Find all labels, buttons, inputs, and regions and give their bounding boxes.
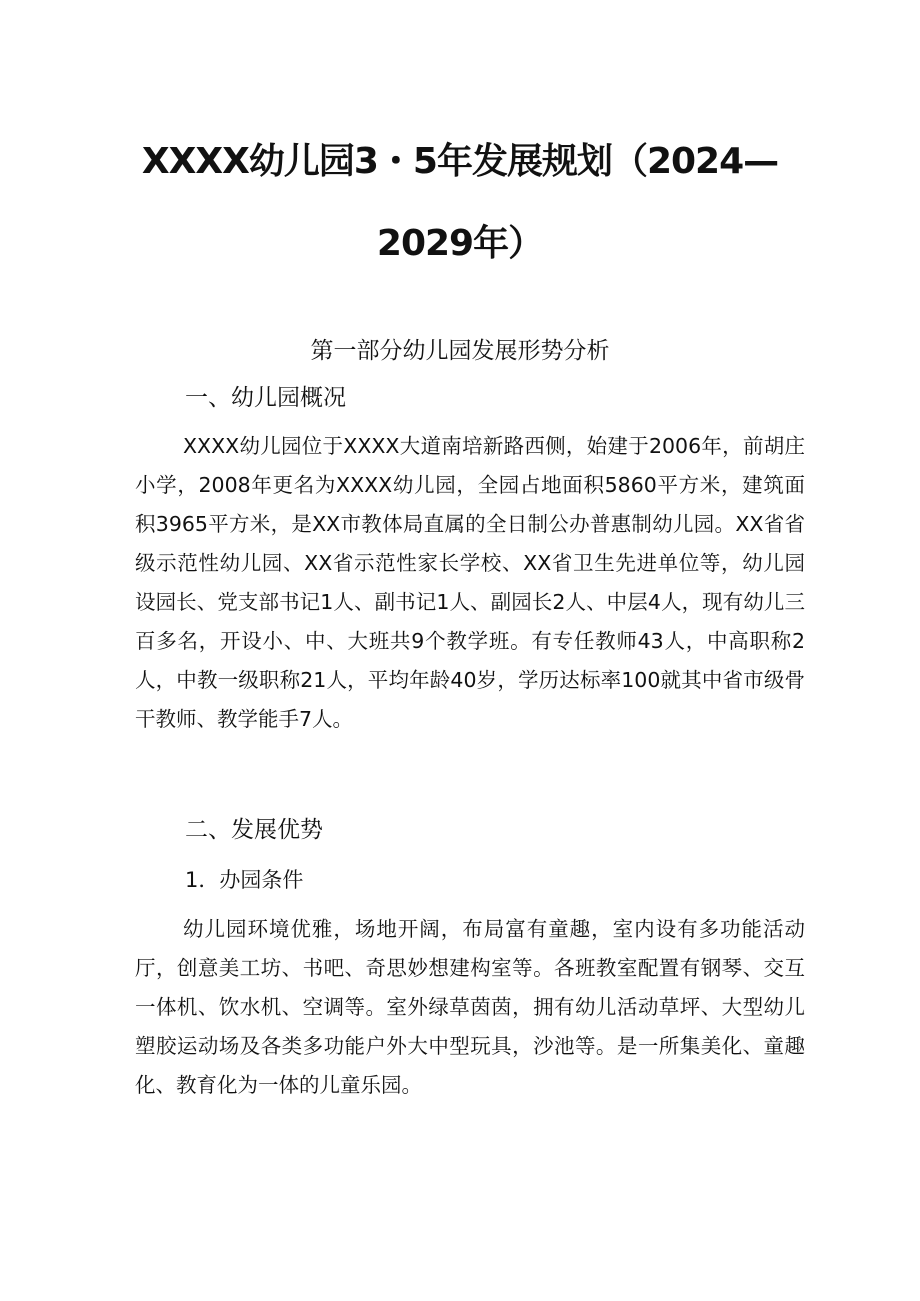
document-title-line-2: 2029年） — [376, 223, 544, 264]
document-title-line-1: XXXX幼儿园3・5年发展规划（2024— — [141, 141, 779, 182]
section-heading-advantages: 二、发展优势 — [185, 817, 323, 843]
section-heading-overview: 一、幼儿园概况 — [185, 385, 346, 411]
paragraph-overview: XXXX幼儿园位于XXXX大道南培新路西侧，始建于2006年，前胡庄小学，2008年更名为XXXX幼儿园，全园占地面积5860平方米，建筑面积3965平方米，是XX市教体局直属的全日制公办普惠制幼儿园。XX省省级示范性幼儿园、XX省示范性家长学校、XX省卫生先进单位等，幼儿园设园长、党支部书记1人、副书记1人、副园长2人、中层4人，现有幼儿三百多名，开设小、中、大班共9个教学班。有专任教师43人，中高职称2人，中教一级职称21人，平均年龄40岁，学历达标率100就其中省市级骨干教师、教学能手7人。 — [135, 434, 805, 731]
part-heading: 第一部分幼儿园发展形势分析 — [310, 338, 610, 364]
subsection-heading-conditions: 1．办园条件 — [185, 868, 304, 892]
paragraph-conditions: 幼儿园环境优雅，场地开阔，布局富有童趣，室内设有多功能活动厅，创意美工坊、书吧、奇思妙想建构室等。各班教室配置有钢琴、交互一体机、饮水机、空调等。室外绿草茵茵，拥有幼儿活动草坪、大型幼儿塑胶运动场及各类多功能户外大中型玩具，沙池等。是一所集美化、童趣化、教育化为一体的儿童乐园。 — [135, 917, 805, 1097]
